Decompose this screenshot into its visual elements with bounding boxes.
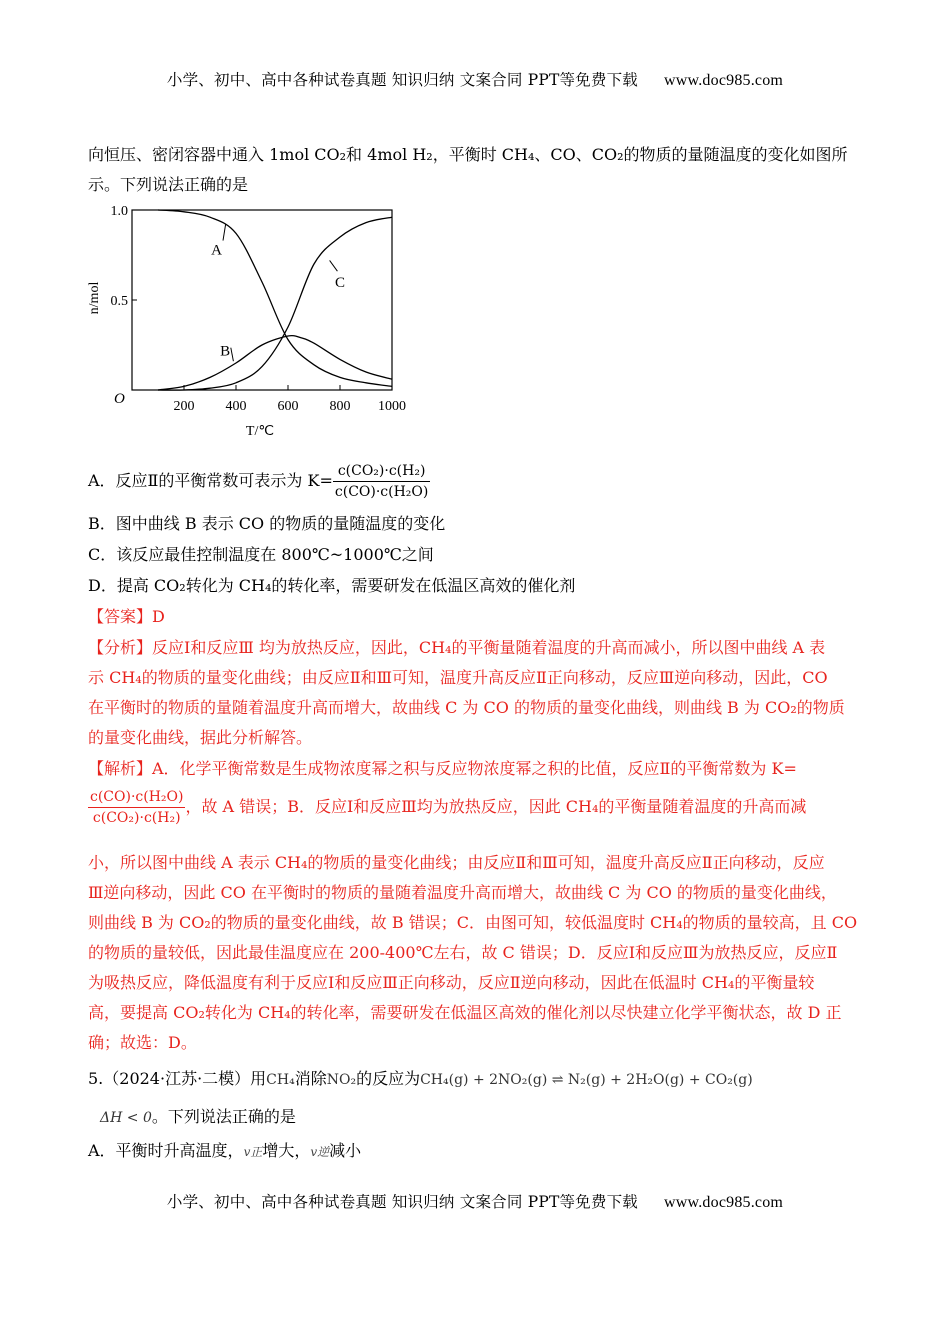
q5-ch4: CH₄ [266,1072,295,1088]
question-5-line-2 [100,1102,880,1133]
explanation-after-fraction: ，故 A 错误；B．反应Ⅰ和反应Ⅲ均为放热反应，因此 CH₄的平衡量随着温度的升高而减 [185,797,807,816]
explanation-line-7: 为吸热反应，降低温度有利于反应Ⅰ和反应Ⅲ正向移动，反应Ⅱ逆向移动，因此在低温时 CH₄的平衡量较 [88,973,815,992]
explanation-line-6: 的物质的量较低，因此最佳温度应在 200-400℃左右，故 C 错误；D．反应Ⅰ和反应Ⅲ为放热反应，反应Ⅱ [88,943,838,962]
explanation-fraction [88,788,185,827]
q5-v-reverse: v逆 [310,1145,330,1159]
explanation-line-9: 确；故选：D。 [88,1033,197,1052]
option-c: C．该反应最佳控制温度在 800℃~1000℃之间 [88,545,434,564]
origin-label: O [114,391,125,407]
y-axis-label: n/mol [87,281,102,315]
q5-mid: 消除 [294,1069,327,1088]
series-leader-a [223,224,226,240]
option-a [88,462,868,501]
option-b: B．图中曲线 B 表示 CO 的物质的量随温度的变化 [88,514,446,533]
explanation-line-3: 小，所以图中曲线 A 表示 CH₄的物质的量变化曲线；由反应Ⅱ和Ⅲ可知，温度升高反应Ⅱ正向移动，反应 [88,853,825,872]
header-url[interactable]: www.doc985.com [664,72,784,89]
equilibrium-chart [80,196,420,446]
explanation-line-5: 则曲线 B 为 CO₂的物质的量变化曲线，故 B 错误；C．由图可知，较低温度时 CH₄的物质的量较高，且 CO [88,913,858,932]
footer-url[interactable]: www.doc985.com [664,1194,784,1211]
option-a-text: A．反应Ⅱ的平衡常数可表示为 K= [88,471,333,490]
analysis-line-2: 示 CH₄的物质的量变化曲线；由反应Ⅱ和Ⅲ可知，温度升高反应Ⅱ正向移动，反应Ⅲ逆向移动，因此，CO [88,668,828,687]
q5-opt-a-pre: A．平衡时升高温度， [88,1141,244,1160]
option-a-fraction [333,462,430,501]
q5-line2-text: 。下列说法正确的是 [151,1107,296,1126]
explanation-fraction-line [88,788,868,827]
analysis-line-4: 的量变化曲线，据此分析解答。 [88,728,313,747]
plot-frame [132,210,392,390]
q5-equation: CH₄(g) + 2NO₂(g) ⇌ N₂(g) + 2H₂O(g) + CO₂(g) [420,1072,753,1088]
option-a-numerator: c(CO₂)·c(H₂) [333,462,430,482]
q5-opt-a-mid: 增大， [262,1141,311,1160]
page-footer [0,1190,950,1212]
question-line-2: 示。下列说法正确的是 [88,175,249,194]
q5-v-forward: v正 [243,1145,263,1159]
q5-no2: NO₂ [326,1072,357,1088]
explanation-line-4: Ⅲ逆向移动，因此 CO 在平衡时的物质的量随着温度升高而增大，故曲线 C 为 CO 的物质的量变化曲线， [88,883,837,902]
analysis-line-3: 在平衡时的物质的量随着温度升高而增大，故曲线 C 为 CO 的物质的量变化曲线，则曲线 B 为 CO₂的物质 [88,698,845,717]
footer-text: 小学、初中、高中各种试卷真题 知识归纳 文案合同 PPT等免费下载 [166,1193,638,1211]
q5-delta-h: ΔH < 0 [100,1110,152,1126]
option-a-denominator: c(CO)·c(H₂O) [334,484,429,500]
question-5-line-1 [88,1064,868,1095]
analysis-line-1: 【分析】反应Ⅰ和反应Ⅲ 均为放热反应，因此，CH₄的平衡量随着温度的升高而减小，所以图中曲线 A 表 [88,638,826,657]
q5-opt-a-post: 减小 [329,1141,362,1160]
series-line-a [158,210,392,386]
x-axis-label: T/℃ [245,424,275,439]
series-leader-c [330,260,338,271]
question-5-option-a [88,1136,868,1167]
y-tick-label: 0.5 [110,294,128,309]
series-label-c: C [334,275,346,291]
series-line-c [158,217,392,390]
x-tick-label: 400 [225,399,247,414]
x-tick-label: 600 [277,399,299,414]
y-tick-label: 1.0 [110,204,128,219]
q5-prefix: 5.（2024·江苏·二模）用 [88,1069,267,1088]
explanation-line-1: 【解析】A．化学平衡常数是生成物浓度幂之积与反应物浓度幂之积的比值，反应Ⅱ的平衡常数为 K= [88,759,797,778]
explanation-numerator: c(CO)·c(H₂O) [88,788,185,808]
series-label-a: A [211,242,222,259]
question-line-1: 向恒压、密闭容器中通入 1mol CO₂和 4mol H₂，平衡时 CH₄、CO、CO₂的物质的量随温度的变化如图所 [88,145,848,164]
series-leader-b [231,348,234,362]
x-tick-label: 1000 [378,399,406,414]
series-label-b: B [220,343,231,360]
page-header [0,68,950,90]
q5-mid2: 的反应为 [356,1069,421,1088]
option-d: D．提高 CO₂转化为 CH₄的转化率，需要研发在低温区高效的催化剂 [88,576,576,595]
x-tick-label: 200 [173,399,195,414]
header-text: 小学、初中、高中各种试卷真题 知识归纳 文案合同 PPT等免费下载 [166,71,638,89]
explanation-denominator: c(CO₂)·c(H₂) [92,810,181,826]
x-tick-label: 800 [329,399,351,414]
explanation-line-8: 高，要提高 CO₂转化为 CH₄的转化率，需要研发在低温区高效的催化剂以尽快建立化学平衡状态，故 D 正 [88,1003,842,1022]
answer: 【答案】D [88,607,165,626]
